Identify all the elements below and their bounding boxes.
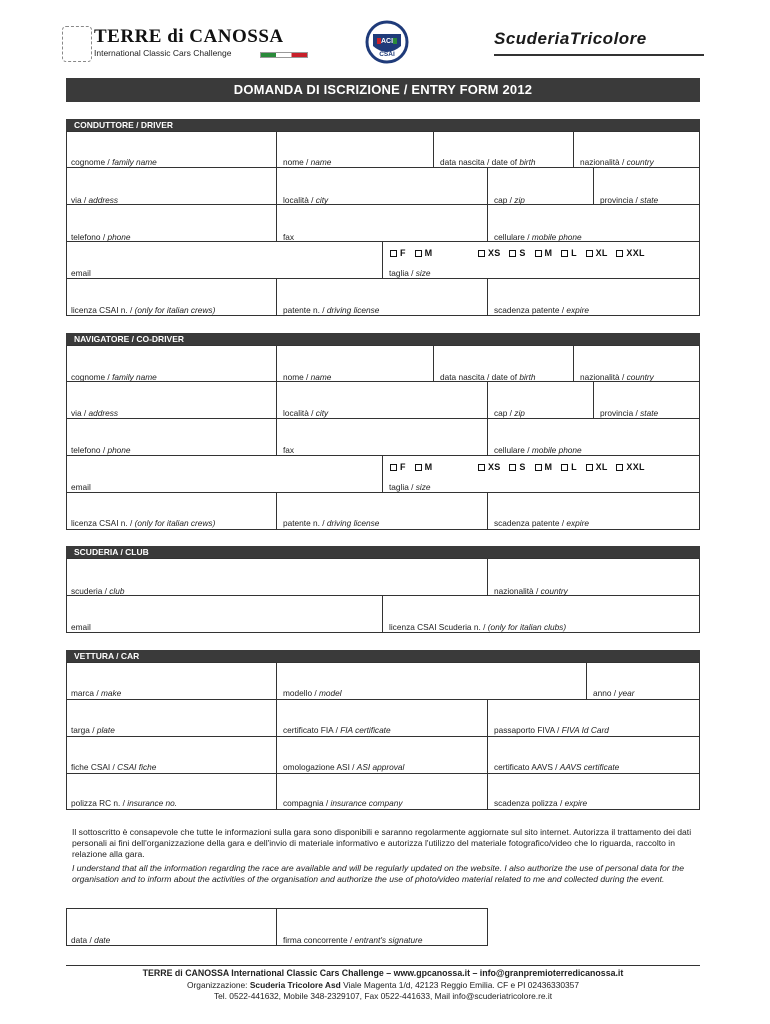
codriver-size-xxl-checkbox[interactable] [616, 464, 623, 471]
driver-mobile-label: cellulare / mobile phone [494, 232, 582, 242]
club-name-label: scuderia / club [71, 586, 125, 596]
driver-driving-license-label: patente n. / driving license [283, 305, 380, 315]
codriver-gender-f-checkbox[interactable] [390, 464, 397, 471]
codriver-mobile-label: cellulare / mobile phone [494, 445, 582, 455]
signature-label: firma concorrente / entrant's signature [283, 935, 423, 945]
codriver-size-options: XS S M L XL XXL [472, 462, 645, 472]
logo-subtitle: International Classic Cars Challenge [94, 48, 232, 58]
footer-line-1: TERRE di CANOSSA International Classic Cars Challenge – www.gpcanossa.it – info@granpremioterredicanossa.it [142, 968, 624, 978]
codriver-size-m-checkbox[interactable] [535, 464, 542, 471]
size-l-checkbox[interactable] [561, 250, 568, 257]
size-xxl-checkbox[interactable] [616, 250, 623, 257]
footer-line-3: Tel. 0522-441632, Mobile 348-2329107, Fax 0522-441633, Mail info@scuderiatricolore.re.it [213, 991, 553, 1001]
car-year-label: anno / year [593, 688, 635, 698]
car-insurance-label: polizza RC n. / insurance no. [71, 798, 178, 808]
codriver-size-label: taglia / size [389, 482, 431, 492]
csai-text: CSAI [379, 51, 395, 58]
codriver-size-xl-checkbox[interactable] [586, 464, 593, 471]
car-plate-label: targa / plate [71, 725, 115, 735]
car-fia-label: certificato FIA / FIA certificate [283, 725, 391, 735]
codriver-fax-field[interactable] [276, 418, 488, 456]
italian-flag-stripe [260, 52, 308, 58]
driver-fax-label: fax [283, 232, 295, 242]
size-m-checkbox[interactable] [535, 250, 542, 257]
aci-csai-logo [365, 20, 409, 64]
club-name-field[interactable] [66, 558, 488, 596]
codriver-family-name-label: cognome / family name [71, 372, 157, 382]
driver-country-label: nazionalità / country [580, 157, 654, 167]
car-insurance-expire-label: scadenza polizza / expire [494, 798, 588, 808]
codriver-fax-label: fax [283, 445, 295, 455]
car-aavs-label: certificato AAVS / AAVS certificate [494, 762, 620, 772]
club-country-label: nazionalità / country [494, 586, 568, 596]
car-make-label: marca / make [71, 688, 122, 698]
driver-size-options: XS S M L XL XXL [472, 248, 645, 258]
driver-name-label: nome / name [283, 157, 332, 167]
footer-line-2: Organizzazione: Scuderia Tricolore Asd Viale Magenta 1/d, 42123 Reggio Emilia. CF e PI 02436330357 [186, 980, 579, 990]
aci-text: ACI [380, 38, 394, 45]
driver-zip-label: cap / zip [494, 195, 525, 205]
codriver-size-l-checkbox[interactable] [561, 464, 568, 471]
car-fiva-label: passaporto FIVA / FIVA Id Card [494, 725, 609, 735]
car-csai-label: fiche CSAI / CSAI fiche [71, 762, 157, 772]
consent-english: I understand that all the information regarding the race are available and will be regularly updated on the website. I also authorize the use of personal data for the organisation and to inform about the activities of the organisation and authorize the use of photo/video material related to me and collected during the event. [72, 863, 684, 884]
codriver-gender-m-checkbox[interactable] [415, 464, 422, 471]
codriver-state-label: provincia / state [600, 408, 659, 418]
codriver-address-label: via / address [71, 408, 119, 418]
section-car: VETTURA / CAR [66, 650, 700, 662]
logo-title: TERRE di CANOSSA [94, 26, 284, 47]
driver-address-label: via / address [71, 195, 119, 205]
codriver-size-s-checkbox[interactable] [509, 464, 516, 471]
section-driver: CONDUTTORE / DRIVER [66, 119, 700, 131]
gender-f-checkbox[interactable] [390, 250, 397, 257]
size-xs-checkbox[interactable] [478, 250, 485, 257]
codriver-size-xs-checkbox[interactable] [478, 464, 485, 471]
codriver-zip-label: cap / zip [494, 408, 525, 418]
driver-birth-label: data nascita / date of birth [440, 157, 536, 167]
codriver-birth-label: data nascita / date of birth [440, 372, 536, 382]
club-license-label: licenza CSAI Scuderia n. / (only for italian clubs) [389, 622, 567, 632]
consent-italian: Il sottoscritto è consapevole che tutte le informazioni sulla gara sono disponibili e saranno regolarmente aggiornate sul sito internet. Autorizza il trattamento dei dati personali ai fini dell'organizzazione della gara e dell'invio di materiale informativo e autorizza l'utilizzo del materiale fotografico/video che lo riguarda, raccolto in relazione alla gara. [72, 827, 692, 859]
driver-license-label: licenza CSAI n. / (only for italian crews) [71, 305, 216, 315]
driver-phone-label: telefono / phone [71, 232, 131, 242]
codriver-driving-license-label: patente n. / driving license [283, 518, 380, 528]
section-codriver: NAVIGATORE / CO-DRIVER [66, 333, 700, 345]
codriver-name-label: nome / name [283, 372, 332, 382]
codriver-license-label: licenza CSAI n. / (only for italian crews) [71, 518, 216, 528]
driver-gender-options: F M [384, 248, 432, 258]
driver-state-label: provincia / state [600, 195, 659, 205]
driver-city-label: località / city [283, 195, 329, 205]
form-title: DOMANDA DI ISCRIZIONE / ENTRY FORM 2012 [66, 78, 700, 102]
codriver-gender-options: F M [384, 462, 432, 472]
driver-size-label: taglia / size [389, 268, 431, 278]
codriver-email-field[interactable] [66, 455, 383, 493]
crest-icon [62, 26, 92, 62]
footer-divider [66, 965, 700, 966]
club-email-label: email [71, 622, 91, 632]
size-s-checkbox[interactable] [509, 250, 516, 257]
gender-m-checkbox[interactable] [415, 250, 422, 257]
size-xl-checkbox[interactable] [586, 250, 593, 257]
date-label: data / date [71, 935, 111, 945]
driver-family-name-label: cognome / family name [71, 157, 157, 167]
codriver-email-label: email [71, 482, 91, 492]
driver-email-field[interactable] [66, 241, 383, 279]
car-model-label: modello / model [283, 688, 342, 698]
driver-expire-label: scadenza patente / expire [494, 305, 590, 315]
codriver-expire-label: scadenza patente / expire [494, 518, 590, 528]
section-club: SCUDERIA / CLUB [66, 546, 700, 558]
driver-email-label: email [71, 268, 91, 278]
codriver-phone-label: telefono / phone [71, 445, 131, 455]
driver-fax-field[interactable] [276, 204, 488, 242]
codriver-country-label: nazionalità / country [580, 372, 654, 382]
scuderia-tricolore-logo: ScuderiaTricolore [494, 30, 704, 56]
car-asi-label: omologazione ASI / ASI approval [283, 762, 405, 772]
terre-di-canossa-logo [62, 26, 312, 62]
car-company-label: compagnia / insurance company [283, 798, 403, 808]
club-email-field[interactable] [66, 595, 383, 633]
codriver-city-label: località / city [283, 408, 329, 418]
